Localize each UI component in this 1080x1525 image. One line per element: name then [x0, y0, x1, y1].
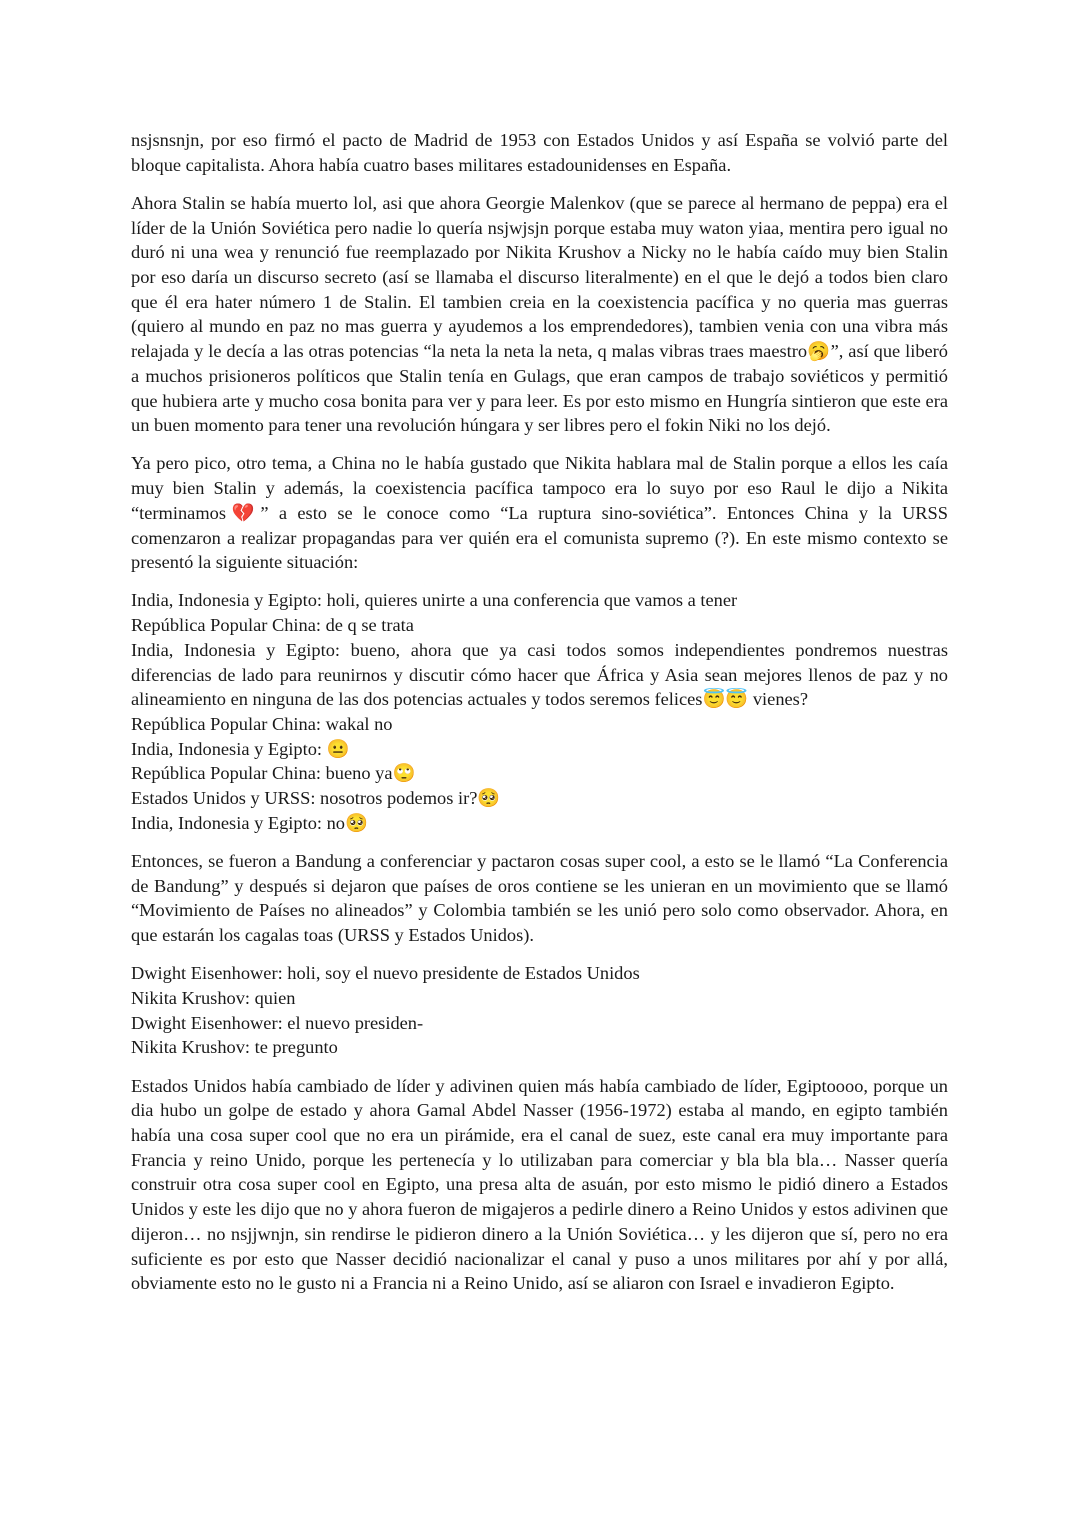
- dialogue-line: India, Indonesia y Egipto: holi, quieres unirte a una conferencia que vamos a tener: [131, 590, 738, 611]
- dialogue-line: Nikita Krushov: te pregunto: [131, 1037, 338, 1058]
- dialogue-bandung: [131, 588, 948, 835]
- dialogue-line: Dwight Eisenhower: el nuevo presiden-: [131, 1012, 424, 1033]
- dialogue-line: India, Indonesia y Egipto: no🥺: [131, 812, 368, 833]
- dialogue-line: India, Indonesia y Egipto: bueno, ahora que ya casi todos somos independientes pondremos nuestras diferencias de lado para reunirnos y discutir cómo hacer que África y Asia sean mejores llenos de paz y no alineamiento en ninguna de las dos potencias actuales y todos seremos felices😇😇 vienes?: [131, 639, 948, 710]
- paragraph-bandung-conference: Entonces, se fueron a Bandung a conferenciar y pactaron cosas super cool, a esto se le llamó “La Conferencia de Bandung” y después si dejaron que países de oros contiene se les unieran en un movimiento que se llamó “Movimiento de Países no alineados” y Colombia también se les unió pero solo como observador. Ahora, en que estarán los cagalas toas (URSS y Estados Unidos).: [131, 850, 948, 946]
- dialogue-line: Nikita Krushov: quien: [131, 988, 296, 1008]
- paragraph-madrid-pact: nsjsnsnjn, por eso firmó el pacto de Madrid de 1953 con Estados Unidos y así España se volvió parte del bloque capitalista. Ahora había cuatro bases militares estadounidenses en España.: [131, 130, 948, 175]
- paragraph-suez-crisis: Estados Unidos había cambiado de líder y adivinen quien más había cambiado de líder, Egiptoooo, porque un dia hubo un golpe de estado y ahora Gamal Abdel Nasser (1956-1972) estaba al mando, en egipto también había una cosa super cool que no era un pirámide, era el canal de suez, este canal era muy importante para Francia y reino Unido, porque les pertenecía y lo utilizaban para comerciar y bla bla bla… Nasser quería construir otra cosa super cool en Egipto, una presa alta de asuán, por esto mismo le pidió dinero a Estados Unidos y este les dijo que no y ahora fueron de migajeros a pedirle dinero a Reino Unidos y estos adivinen que dijeron… no nsjjwnjn, sin rendirse le pidieron dinero a la Unión Soviética… y les dijeron que sí, pero no era suficiente es por esto que Nasser decidió nacionalizar el canal y puso a unos militares por ahí y por allá, obviamente esto no le gusto ni a Francia ni a Reino Unido, así se aliaron con Israel e invadieron Egipto.: [131, 1075, 948, 1294]
- dialogue-eisenhower: [131, 961, 948, 1060]
- dialogue-line: Estados Unidos y URSS: nosotros podemos ir?🥺: [131, 788, 501, 809]
- dialogue-line: Dwight Eisenhower: holi, soy el nuevo presidente de Estados Unidos: [131, 963, 640, 984]
- paragraph-malenkov-krushov: Ahora Stalin se había muerto lol, asi que ahora Georgie Malenkov (que se parece al hermano de peppa) era el líder de la Unión Soviética pero nadie lo quería nsjwjsjn porque estaba muy waton yiaa, mentira pero igual no duró ni una wea y renunció fue reemplazado por Nikita Krushov a Nicky no le había caído muy bien Stalin por eso daría un discurso secreto (así se llamaba el discurso literalmente) en el que le dejó a todos bien claro que él era hater número 1 de Stalin. El tambien creia en la coexistencia pacífica y no queria mas guerras (quiero al mundo en paz no mas guerra y ayudemos a los emprendedores), tambien venia con una vibra más relajada y le decía a las otras potencias “la neta la neta la neta, q malas vibras traes maestro🥱”, así que liberó a muchos prisioneros políticos que Stalin tenía en Gulags, que eran campos de trabajo soviéticos y permitió que hubiera arte y mucho cosa bonita para ver y para leer. Es por esto mismo en Hungría sintieron que este era un buen momento para tener una revolución húngara y ser libres pero el fokin Niki no los dejó.: [131, 192, 948, 436]
- dialogue-line: República Popular China: bueno ya🙄: [131, 763, 416, 784]
- dialogue-line: India, Indonesia y Egipto: 😐: [131, 738, 350, 759]
- paragraph-sino-soviet-split: Ya pero pico, otro tema, a China no le había gustado que Nikita hablara mal de Stalin porque a ellos les caía muy bien Stalin y además, la coexistencia pacífica tampoco era lo suyo por eso Raul le dijo a Nikita “terminamos💔” a esto se le conoce como “La ruptura sino-soviética”. Entonces China y la URSS comenzaron a realizar propagandas para ver quién era el comunista supremo (?). En este mismo contexto se presentó la siguiente situación:: [131, 453, 948, 573]
- document-page: [131, 128, 948, 1309]
- dialogue-line: República Popular China: wakal no: [131, 713, 393, 734]
- dialogue-line: República Popular China: de q se trata: [131, 615, 414, 636]
